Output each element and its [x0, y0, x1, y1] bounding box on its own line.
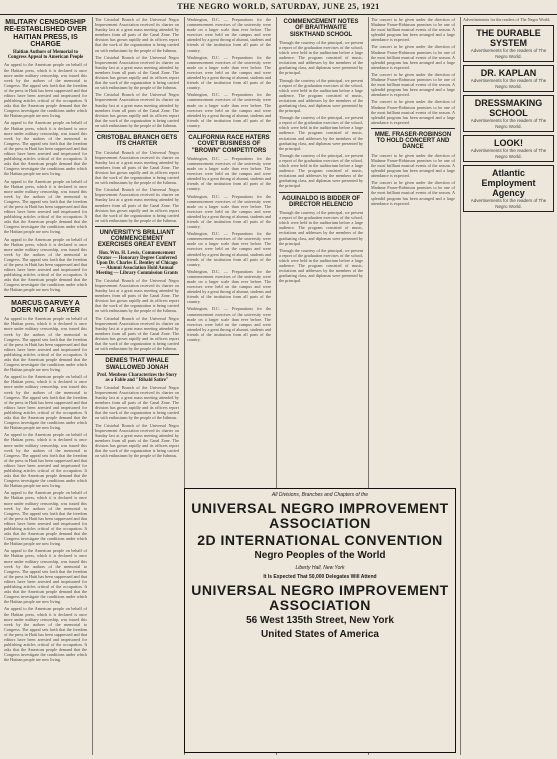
- convention-banner: [184, 488, 456, 753]
- column-6-ads: [460, 17, 556, 755]
- article-body: The Cristobal Branch of the Universal Negro Improvement Association received its charter on Sunday last at a great mass meeting attended by members from all parts of the Canal Zone. The division has grown rapidly and its officers report that the work of the organization is being carried on with enthusiasm by the people of the Isthmus.: [95, 187, 179, 223]
- article-body: The Cristobal Branch of the Universal Negro Improvement Association received its charter on Sunday last at a great mass meeting attended by members from all parts of the Canal Zone. The division has grown rapidly and its officers report that the work of the organization is being carried on with enthusiasm by the people of the Isthmus.: [95, 17, 179, 53]
- ad-look: [463, 135, 554, 162]
- masthead: THE NEGRO WORLD, SATURDAY, JUNE 25, 1921: [0, 0, 557, 15]
- article-body: An appeal to the American people on behalf of the Haitian press, which it is declared is once more under military censorship, was issued this week by the authors of the memorial to Congress. The appeal sets forth that the freedom of the press in Haiti has been suppressed and that editors have been arrested and imprisoned for publishing articles critical of the occupation. It asks that the American people demand that the Congress investigate the conditions under which the Haitian people are now living.: [4, 62, 87, 119]
- article-body: The concert to be given under the direction of Madame Fraser-Robinson promises to be one of the most brilliant musical events of the season. A splendid program has been arranged and a large attendance is expected.: [371, 71, 455, 98]
- ad-dressmaking: [463, 95, 554, 132]
- ad-body: Advertisements for the readers of The Negro World.: [470, 198, 547, 209]
- ad-title: LOOK!: [494, 138, 523, 149]
- article-body: Washington, D.C. — Preparations for the commencement exercises of the university were made on a larger scale than ever before. The exercises were held on the campus and were attended by a great throng of alumni, students and friends of the institution from all parts of the country.: [187, 92, 271, 128]
- article-body: The Cristobal Branch of the Universal Negro Improvement Association received its charter on Sunday last at a great mass meeting attended by members from all parts of the Canal Zone. The division has grown rapidly and its officers report that the work of the organization is being carried on with enthusiasm by the people of the Isthmus.: [95, 315, 179, 352]
- headline-haitian-press: MILITARY CENSORSHIP RE-ESTABLISHED OVER HAITIAN PRESS, IS CHARGE: [4, 19, 87, 49]
- article-body: An appeal to the American people on behalf of the Haitian press, which it is declared is once more under military censorship, was issued this week by the authors of the memorial to Congress. The appeal sets forth that the freedom of the press in Haiti has been suppressed and that editors have been arrested and imprisoned for publishing articles critical of the occupation. It asks that the American people demand that the Congress investigate the conditions under which the Haitian people are now living.: [4, 548, 87, 605]
- article-body: The Cristobal Branch of the Universal Negro Improvement Association received its charter on Sunday last at a great mass meeting attended by members from all parts of the Canal Zone. The division has grown rapidly and its officers report that the work of the organization is being carried on with enthusiasm by the people of the Isthmus.: [95, 54, 179, 91]
- article-body: Through the courtesy of the principal, we present a report of the graduation exercises of the school, which were held in the auditorium before a large audience. The program consisted of music, recitations and addresses by the members of the graduating class, and diplomas were presented by the principal.: [279, 152, 363, 189]
- article-body: The concert to be given under the direction of Madame Fraser-Robinson promises to be one of the most brilliant musical events of the season. A splendid program has been arranged and a large attendance is expected.: [371, 180, 455, 206]
- banner-intro: All Divisions, Branches and Chapters of the: [271, 492, 369, 498]
- banner-country: United States of America: [261, 629, 379, 640]
- article-body: Washington, D.C. — Preparations for the commencement exercises of the university were made on a larger scale than ever before. The exercises were held on the campus and were attended by a great throng of alumni, students and friends of the institution from all parts of the country.: [187, 54, 271, 91]
- subhead-jonah: Prof. Menbeus Characterizes the Story as a Fable and "Ribald Satire": [97, 372, 177, 383]
- article-body: The concert to be given under the direction of Madame Fraser-Robinson promises to be one of the most brilliant musical events of the season. A splendid program has been arranged and a large attendance is expected.: [371, 99, 455, 125]
- divider: [187, 131, 271, 132]
- column-2: [92, 17, 181, 755]
- article-body: An appeal to the American people on behalf of the Haitian press, which it is declared is once more under military censorship, was issued this week by the authors of the memorial to Congress. The appeal sets forth that the freedom of the press in Haiti has been suppressed and that editors have been arrested and imprisoned for publishing articles critical of the occupation. It asks that the American people demand that the Congress investigate the conditions under which the Haitian people are now living.: [4, 178, 87, 235]
- article-body: An appeal to the American people on behalf of the Haitian press, which it is declared is once more under military censorship, was issued this week by the authors of the memorial to Congress. The appeal sets forth that the freedom of the press in Haiti has been suppressed and that editors have been arrested and imprisoned for publishing articles critical of the occupation. It asks that the American people demand that the Congress investigate the conditions under which the Haitian people are now living.: [4, 490, 87, 547]
- article-body: Washington, D.C. — Preparations for the commencement exercises of the university were made on a larger scale than ever before. The exercises were held on the campus and were attended by a great throng of alumni, students and friends of the institution from all parts of the country.: [187, 306, 271, 343]
- article-body: Through the courtesy of the principal, we present a report of the graduation exercises of the school, which were held in the auditorium before a large audience. The program consisted of music, recitations and addresses by the members of the graduating class, and diplomas were presented by the principal.: [279, 115, 363, 151]
- article-body: Advertisements for the readers of The Negro World.: [463, 17, 551, 22]
- banner-association-name: UNIVERSAL NEGRO IMPROVEMENT ASSOCIATION: [191, 500, 449, 531]
- article-body: Washington, D.C. — Preparations for the commencement exercises of the university were made on a larger scale than ever before. The exercises were held on the campus and were attended by a great throng of alumni, students and friends of the institution from all parts of the country.: [187, 268, 271, 305]
- article-body: An appeal to the American people on behalf of the Haitian press, which it is declared is once more under military censorship, was issued this week by the authors of the memorial to Congress. The appeal sets forth that the freedom of the press in Haiti has been suppressed and that editors have been arrested and imprisoned for publishing articles critical of the occupation. It asks that the American people demand that the Congress investigate the conditions under which the Haitian people are now living.: [4, 236, 87, 293]
- divider: [95, 354, 179, 355]
- headline-california: CALIFORNIA RACE HATERS COVET BUSINESS OF "BROWN" COMPETITORS: [188, 134, 270, 154]
- article-body: Through the courtesy of the principal, we present a report of the graduation exercises of the school, which were held in the auditorium before a large audience. The program consisted of music, recitations and addresses by the members of the graduating class, and diplomas were presented by the principal.: [279, 247, 363, 284]
- article-body: Washington, D.C. — Preparations for the commencement exercises of the university were made on a larger scale than ever before. The exercises were held on the campus and were attended by a great throng of alumni, students and friends of the institution from all parts of the country.: [187, 155, 271, 192]
- headline-university: UNIVERSITY'S BRILLIANT COMMENCEMENT EXERCISES GREAT EVENT: [97, 229, 177, 249]
- article-body: An appeal to the American people on behalf of the Haitian press, which it is declared is once more under military censorship, was issued this week by the authors of the memorial to Congress. The appeal sets forth that the freedom of the press in Haiti has been suppressed and that editors have been arrested and imprisoned for publishing articles critical of the occupation. It asks that the American people demand that the Congress investigate the conditions under which the Haitian people are now living.: [4, 606, 87, 663]
- article-body: An appeal to the American people on behalf of the Haitian press, which it is declared is once more under military censorship, was issued this week by the authors of the memorial to Congress. The appeal sets forth that the freedom of the press in Haiti has been suppressed and that editors have been arrested and imprisoned for publishing articles critical of the occupation. It asks that the American people demand that the Congress investigate the conditions under which the Haitian people are now living.: [4, 120, 87, 177]
- ad-durable-system: [463, 25, 554, 62]
- ad-body: Advertisements for the readers of The Negro World.: [470, 118, 547, 129]
- article-body: Washington, D.C. — Preparations for the commencement exercises of the university were made on a larger scale than ever before. The exercises were held on the campus and were attended by a great throng of alumni, students and friends of the institution from all parts of the country.: [187, 193, 271, 230]
- ad-employment-agency: [463, 165, 554, 212]
- divider: [279, 192, 363, 193]
- banner-location: Liberty Hall, New York: [295, 565, 345, 571]
- headline-fraser-robinson: MME. FRASER-ROBINSON TO HOLD CONCERT AND DANCE: [374, 131, 452, 151]
- ad-body: Advertisements for the readers of The Negro World.: [470, 78, 547, 89]
- article-body: The concert to be given under the direction of Madame Fraser-Robinson promises to be one of the most brilliant musical events of the season. A splendid program has been arranged and a large attendance is expected.: [371, 152, 455, 179]
- article-body: Through the courtesy of the principal, we present a report of the graduation exercises of the school, which were held in the auditorium before a large audience. The program consisted of music, recitations and addresses by the members of the graduating class, and diplomas were presented by the principal.: [279, 39, 363, 76]
- headline-aguinaldo: AGUINALDO IS BIDDER OF DIRECTOR HELENCIO: [281, 195, 361, 208]
- ad-title: DR. KAPLAN: [480, 68, 537, 79]
- subhead-haitian-press: Haitian Authors of Memorial to Congress Appeal to American People: [7, 50, 84, 61]
- column-1: [2, 17, 89, 755]
- article-body: Through the courtesy of the principal, we present a report of the graduation exercises of the school, which were held in the auditorium before a large audience. The program consisted of music, recitations and addresses by the members of the graduating class, and diplomas were presented by the principal.: [279, 210, 363, 246]
- ad-title: Atlantic Employment Agency: [481, 168, 536, 199]
- article-body: The concert to be given under the direction of Madame Fraser-Robinson promises to be one of the most brilliant musical events of the season. A splendid program has been arranged and a large attendance is expected.: [371, 17, 455, 43]
- ad-title: THE DURABLE SYSTEM: [476, 28, 541, 49]
- ad-dr-kaplan: [463, 65, 554, 92]
- article-body: An appeal to the American people on behalf of the Haitian press, which it is declared is once more under military censorship, was issued this week by the authors of the memorial to Congress. The appeal sets forth that the freedom of the press in Haiti has been suppressed and that editors have been arrested and imprisoned for publishing articles critical of the occupation. It asks that the American people demand that the Congress investigate the conditions under which the Haitian people are now living.: [4, 316, 87, 373]
- ad-title: DRESSMAKING SCHOOL: [474, 98, 543, 119]
- article-body: Washington, D.C. — Preparations for the commencement exercises of the university were made on a larger scale than ever before. The exercises were held on the campus and were attended by a great throng of alumni, students and friends of the institution from all parts of the country.: [187, 231, 271, 267]
- article-body: The Cristobal Branch of the Universal Negro Improvement Association received its charter on Sunday last at a great mass meeting attended by members from all parts of the Canal Zone. The division has grown rapidly and its officers report that the work of the organization is being carried on with enthusiasm by the people of the Isthmus.: [95, 92, 179, 128]
- article-body: The Cristobal Branch of the Universal Negro Improvement Association received its charter on Sunday last at a great mass meeting attended by members from all parts of the Canal Zone. The division has grown rapidly and its officers report that the work of the organization is being carried on with enthusiasm by the people of the Isthmus.: [95, 277, 179, 314]
- article-body: The Cristobal Branch of the Universal Negro Improvement Association received its charter on Sunday last at a great mass meeting attended by members from all parts of the Canal Zone. The division has grown rapidly and its officers report that the work of the organization is being carried on with enthusiasm by the people of the Isthmus.: [95, 422, 179, 459]
- article-body: An appeal to the American people on behalf of the Haitian press, which it is declared is once more under military censorship, was issued this week by the authors of the memorial to Congress. The appeal sets forth that the freedom of the press in Haiti has been suppressed and that editors have been arrested and imprisoned for publishing articles critical of the occupation. It asks that the American people demand that the Congress investigate the conditions under which the Haitian people are now living.: [4, 374, 87, 431]
- headline-jonah: DENIES THAT WHALE SWALLOWED JONAH: [105, 358, 169, 371]
- article-body: Through the courtesy of the principal, we present a report of the graduation exercises of the school, which were held in the auditorium before a large audience. The program consisted of music, recitations and addresses by the members of the graduating class, and diplomas were presented by the principal.: [279, 77, 363, 114]
- banner-association-name-2: UNIVERSAL NEGRO IMPROVEMENT ASSOCIATION: [191, 582, 449, 613]
- headline-commencement-notes: COMMENCEMENT NOTES OF BRAITHWAITE SISKTHAND SCHOOL: [283, 19, 359, 38]
- banner-address: 56 West 135th Street, New York: [246, 615, 394, 626]
- divider: [95, 131, 179, 132]
- ad-body: Advertisements for the readers of The Negro World.: [470, 148, 547, 159]
- banner-convention-title: 2D INTERNATIONAL CONVENTION: [197, 532, 443, 548]
- banner-delegates: It Is Expected That 50,000 Delegates Will Attend: [263, 574, 377, 580]
- divider: [371, 128, 455, 129]
- article-body: The concert to be given under the direction of Madame Fraser-Robinson promises to be one of the most brilliant musical events of the season. A splendid program has been arranged and a large attendance is expected.: [371, 44, 455, 70]
- article-body: The Cristobal Branch of the Universal Negro Improvement Association received its charter on Sunday last at a great mass meeting attended by members from all parts of the Canal Zone. The division has grown rapidly and its officers report that the work of the organization is being carried on with enthusiasm by the people of the Isthmus.: [95, 149, 179, 186]
- subhead-university: Hon. Wm. H. Lewis, Commencement Orator — Honorary Degree Conferred Upon Dr. Charles E. Bentley of Chicago — Alumni Association Hold Annual Meeting — Library Commission Grants: [95, 250, 179, 276]
- divider: [4, 296, 87, 297]
- article-body: An appeal to the American people on behalf of the Haitian press, which it is declared is once more under military censorship, was issued this week by the authors of the memorial to Congress. The appeal sets forth that the freedom of the press in Haiti has been suppressed and that editors have been arrested and imprisoned for publishing articles critical of the occupation. It asks that the American people demand that the Congress investigate the conditions under which the Haitian people are now living.: [4, 432, 87, 489]
- ad-body: Advertisements for the readers of The Negro World.: [470, 48, 547, 59]
- headline-garvey: MARCUS GARVEY A DOER NOT A SAYER: [11, 299, 80, 314]
- headline-cristobal: CRISTOBAL BRANCH GETS ITS CHARTER: [96, 134, 178, 148]
- article-body: Washington, D.C. — Preparations for the commencement exercises of the university were made on a larger scale than ever before. The exercises were held on the campus and were attended by a great throng of alumni, students and friends of the institution from all parts of the country.: [187, 17, 271, 53]
- banner-peoples: Negro Peoples of the World: [254, 550, 386, 561]
- article-body: The Cristobal Branch of the Universal Negro Improvement Association received its charter on Sunday last at a great mass meeting attended by members from all parts of the Canal Zone. The division has grown rapidly and its officers report that the work of the organization is being carried on with enthusiasm by the people of the Isthmus.: [95, 384, 179, 421]
- divider: [95, 226, 179, 227]
